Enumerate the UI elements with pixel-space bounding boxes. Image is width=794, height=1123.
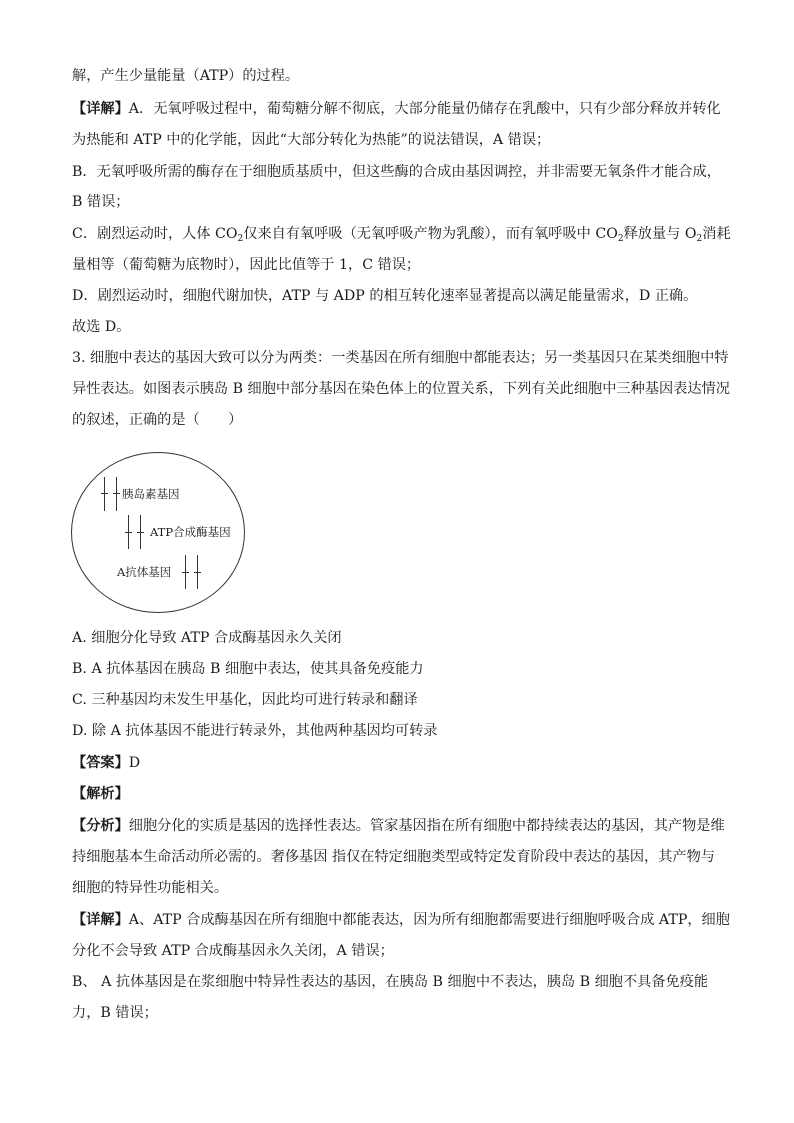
text-line: 力，B 错误； — [72, 1005, 158, 1021]
text-span: 仅来自有氧呼吸（无氧呼吸产物为乳酸），而有氧呼吸中 CO — [243, 226, 618, 242]
gene-locus-mark — [194, 572, 201, 573]
section-tag-detail: 【详解】 — [72, 101, 129, 117]
section-tag-analysis-title: 【解析】 — [72, 786, 129, 802]
section-tag-answer: 【答案】 — [72, 755, 129, 771]
text-line: 量相等（葡萄糖为底物时），因此比值等于 1，C 错误； — [72, 257, 421, 273]
text-span: A、ATP 合成酶基因在所有细胞中都能表达，因为所有细胞都需要进行细胞呼吸合成 ATP，细胞 — [128, 912, 730, 928]
question-stem: 3. 细胞中表达的基因大致可以分为两类：一类基因在所有细胞中都能表达；另一类基因只在某类细胞中特 — [72, 350, 729, 366]
gene-label-atp-synthase: ATP合成酶基因 — [150, 525, 231, 539]
text-line: 持细胞基本生命活动所必需的。奢侈基因 指仅在特定细胞类型或特定发育阶段中表达的基因，其产物与 — [72, 849, 715, 865]
text-span: 释放量与 O — [623, 226, 697, 242]
text-line: B、 A 抗体基因是在浆细胞中特异性表达的基因，在胰岛 B 细胞中不表达，胰岛 B 细胞不具备免疫能 — [72, 974, 709, 990]
option-b: B. A 抗体基因在胰岛 B 细胞中表达，使其具备免疫能力 — [72, 661, 424, 677]
text-line: 为热能和 ATP 中的化学能，因此“大部分转化为热能”的说法错误，A 错误； — [72, 132, 551, 148]
gene-locus-mark — [182, 572, 189, 573]
question-stem: 异性表达。如图表示胰岛 B 细胞中部分基因在染色体上的位置关系，下列有关此细胞中三种基因表达情况 — [72, 381, 730, 397]
gene-label-antibody: A抗体基因 — [117, 565, 172, 579]
text-span: C．剧烈运动时，人体 CO — [72, 226, 238, 242]
text-line: 分化不会导致 ATP 合成酶基因永久关闭，A 错误； — [72, 943, 394, 959]
text-line: B 错误； — [72, 194, 130, 210]
question-stem: 的叙述，正确的是（ ） — [72, 412, 243, 428]
gene-label-insulin: 胰岛素基因 — [122, 487, 180, 501]
text-line-c: C．剧烈运动时，人体 $CO_2$仅来自有氧呼吸（无氧呼吸产物为乳酸），而有氧呼吸中 $CO_2$释放量与 $O_2$消耗 — [72, 226, 731, 244]
text-span: A．无氧呼吸过程中，葡萄糖分解不彻底，大部分能量仍储存在乳酸中，只有少部分释放并转化 — [128, 101, 721, 117]
section-tag-analysis: 【分析】 — [72, 818, 129, 834]
answer-line — [72, 753, 140, 773]
text-span: 消耗 — [702, 226, 731, 242]
gene-locus-mark — [137, 532, 144, 533]
text-line: B．无氧呼吸所需的酶存在于细胞质基质中，但这些酶的合成由基因调控，并非需要无氧条件才能合成， — [72, 164, 721, 180]
analysis-line — [72, 816, 725, 836]
option-a: A. 细胞分化导致 ATP 合成酶基因永久关闭 — [72, 630, 342, 646]
option-c: C. 三种基因均未发生甲基化，因此均可进行转录和翻译 — [72, 692, 418, 708]
gene-locus-mark — [113, 493, 120, 494]
section-tag-detail: 【详解】 — [72, 912, 129, 928]
option-d: D. 除 A 抗体基因不能进行转录外，其他两种基因均可转录 — [72, 723, 438, 739]
text-span: 细胞分化的实质是基因的选择性表达。管家基因指在所有细胞中都持续表达的基因，其产物是维 — [128, 818, 725, 834]
detail-line — [72, 99, 721, 119]
text-line: 解，产生少量能量（ATP）的过程。 — [72, 68, 300, 84]
gene-locus-mark — [125, 532, 132, 533]
text-line: D．剧烈运动时，细胞代谢加快，ATP 与 ADP 的相互转化速率显著提高以满足能量需求，D 正确。 — [72, 288, 698, 304]
text-line: 细胞的特异性功能相关。 — [72, 880, 229, 896]
gene-locus-mark — [101, 493, 108, 494]
detail-line — [72, 910, 730, 930]
answer-value: D — [128, 755, 141, 771]
text-line: 故选 D。 — [72, 319, 131, 335]
